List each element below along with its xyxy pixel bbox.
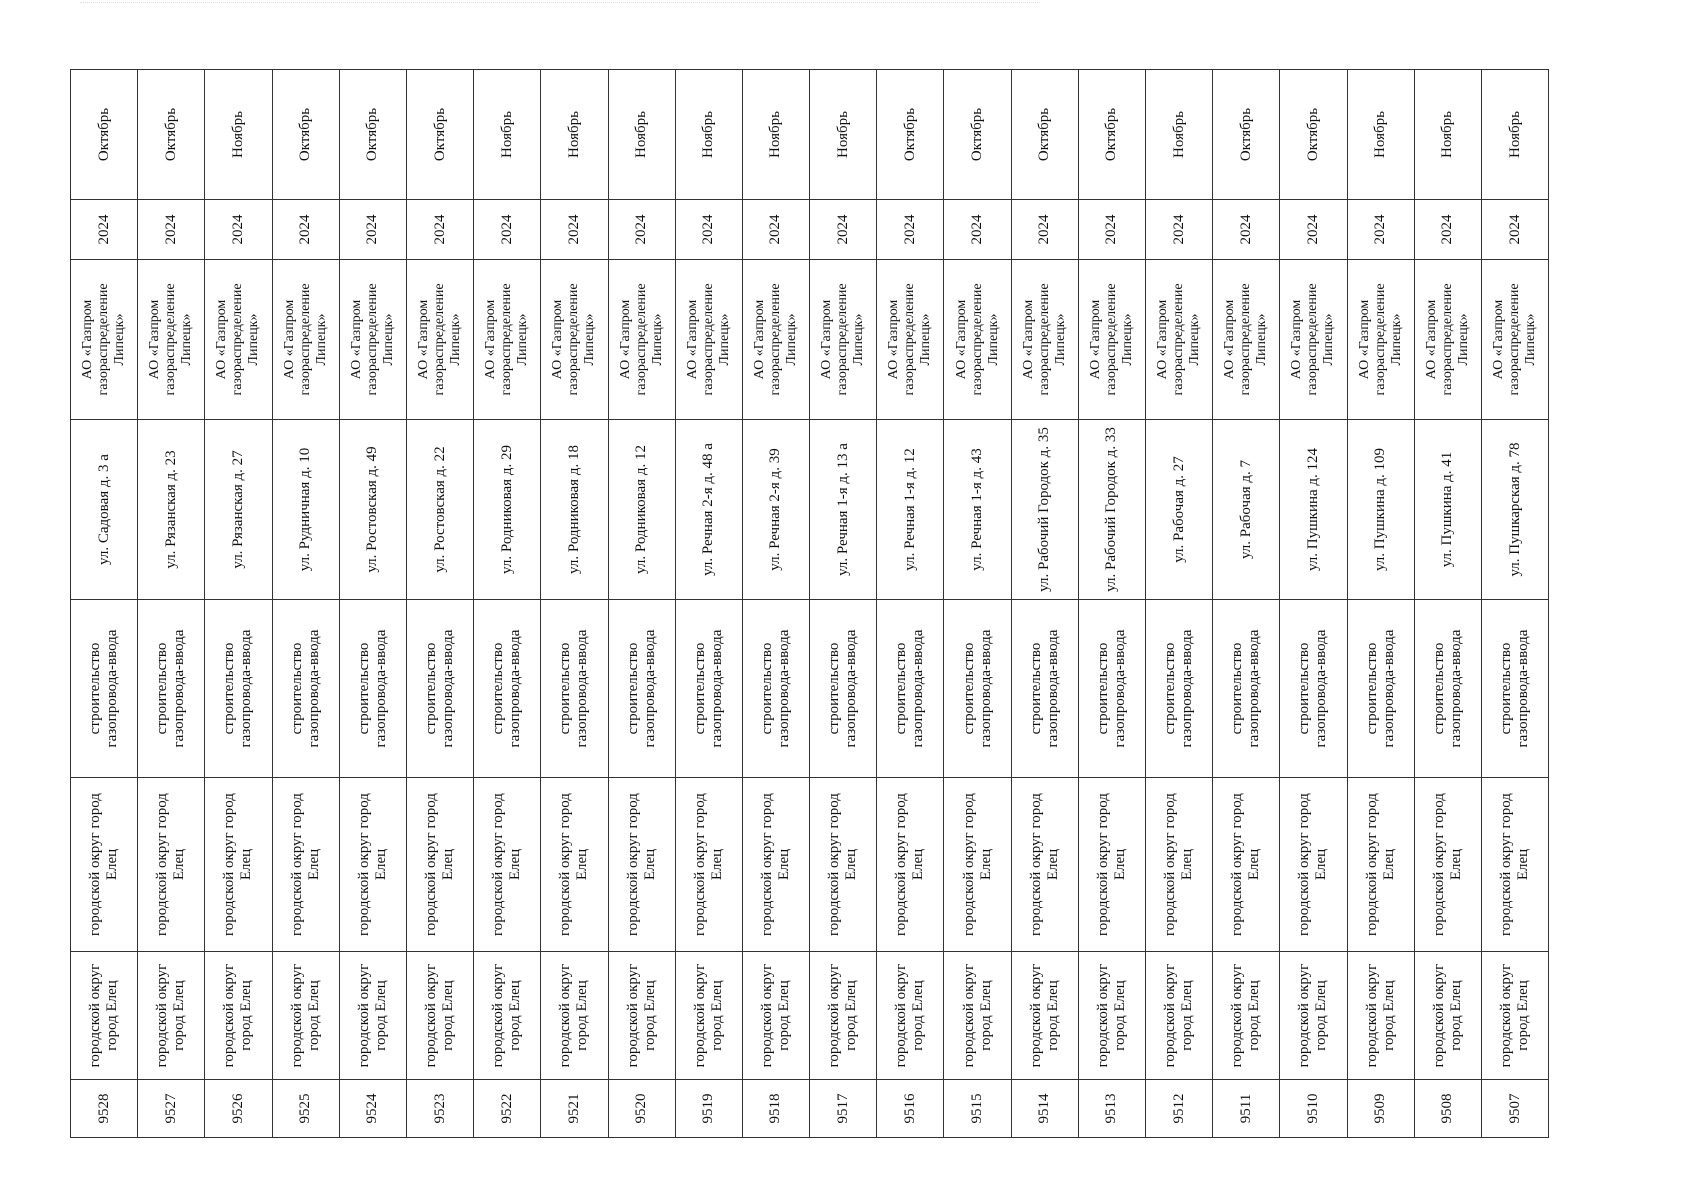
district-cell: городской округ город Елец bbox=[675, 952, 742, 1080]
district-cell: городской округ город Елец bbox=[1078, 952, 1145, 1080]
row-number-cell: 9514 bbox=[1011, 1080, 1078, 1138]
locality-cell: городской округ город Елец bbox=[474, 778, 541, 952]
year-cell: 2024 bbox=[810, 200, 877, 260]
work-type-cell: строительство газопровода-ввода bbox=[1280, 600, 1347, 778]
organization-cell: АО «Газпром газораспределение Липецк» bbox=[1481, 260, 1548, 420]
organization-cell: АО «Газпром газораспределение Липецк» bbox=[205, 260, 272, 420]
address-cell: ул. Речная 2-я д. 39 bbox=[742, 420, 809, 600]
year-cell: 2024 bbox=[608, 200, 675, 260]
month-cell: Октябрь bbox=[1213, 70, 1280, 200]
address-cell: ул. Родниковая д. 18 bbox=[541, 420, 608, 600]
organization-cell: АО «Газпром газораспределение Липецк» bbox=[71, 260, 138, 420]
work-type-cell: строительство газопровода-ввода bbox=[810, 600, 877, 778]
organization-cell: АО «Газпром газораспределение Липецк» bbox=[810, 260, 877, 420]
address-cell: ул. Рудничная д. 10 bbox=[272, 420, 339, 600]
work-type-cell: строительство газопровода-ввода bbox=[541, 600, 608, 778]
month-cell: Ноябрь bbox=[1414, 70, 1481, 200]
rotated-page bbox=[70, 70, 1549, 1138]
row-number-cell: 9526 bbox=[205, 1080, 272, 1138]
year-cell: 2024 bbox=[877, 200, 944, 260]
table-row bbox=[742, 70, 809, 1138]
district-cell: городской округ город Елец bbox=[1146, 952, 1213, 1080]
work-type-cell: строительство газопровода-ввода bbox=[1011, 600, 1078, 778]
table-row bbox=[406, 70, 473, 1138]
district-cell: городской округ город Елец bbox=[272, 952, 339, 1080]
table-row bbox=[1078, 70, 1145, 1138]
address-cell: ул. Речная 1-я д. 13 а bbox=[810, 420, 877, 600]
year-cell: 2024 bbox=[944, 200, 1011, 260]
work-type-cell: строительство газопровода-ввода bbox=[1481, 600, 1548, 778]
year-cell: 2024 bbox=[71, 200, 138, 260]
month-cell: Ноябрь bbox=[608, 70, 675, 200]
locality-cell: городской округ город Елец bbox=[1011, 778, 1078, 952]
work-type-cell: строительство газопровода-ввода bbox=[1347, 600, 1414, 778]
locality-cell: городской округ город Елец bbox=[406, 778, 473, 952]
address-cell: ул. Пушкина д. 124 bbox=[1280, 420, 1347, 600]
row-number-cell: 9521 bbox=[541, 1080, 608, 1138]
address-cell: ул. Речная 1-я д. 12 bbox=[877, 420, 944, 600]
month-cell: Октябрь bbox=[1011, 70, 1078, 200]
district-cell: городской округ город Елец bbox=[877, 952, 944, 1080]
organization-cell: АО «Газпром газораспределение Липецк» bbox=[541, 260, 608, 420]
month-cell: Ноябрь bbox=[474, 70, 541, 200]
work-type-cell: строительство газопровода-ввода bbox=[877, 600, 944, 778]
year-cell: 2024 bbox=[1011, 200, 1078, 260]
month-cell: Ноябрь bbox=[742, 70, 809, 200]
work-type-cell: строительство газопровода-ввода bbox=[71, 600, 138, 778]
work-type-cell: строительство газопровода-ввода bbox=[1146, 600, 1213, 778]
address-cell: ул. Пушкина д. 41 bbox=[1414, 420, 1481, 600]
locality-cell: городской округ город Елец bbox=[877, 778, 944, 952]
table-row bbox=[1011, 70, 1078, 1138]
organization-cell: АО «Газпром газораспределение Липецк» bbox=[272, 260, 339, 420]
table-row bbox=[1414, 70, 1481, 1138]
district-cell: городской округ город Елец bbox=[138, 952, 205, 1080]
month-cell: Ноябрь bbox=[541, 70, 608, 200]
work-type-cell: строительство газопровода-ввода bbox=[742, 600, 809, 778]
district-cell: городской округ город Елец bbox=[1280, 952, 1347, 1080]
address-cell: ул. Пушкина д. 109 bbox=[1347, 420, 1414, 600]
row-number-cell: 9516 bbox=[877, 1080, 944, 1138]
month-cell: Октябрь bbox=[71, 70, 138, 200]
year-cell: 2024 bbox=[138, 200, 205, 260]
organization-cell: АО «Газпром газораспределение Липецк» bbox=[1078, 260, 1145, 420]
locality-cell: городской округ город Елец bbox=[71, 778, 138, 952]
address-cell: ул. Рабочая д. 7 bbox=[1213, 420, 1280, 600]
district-cell: городской округ город Елец bbox=[1011, 952, 1078, 1080]
work-type-cell: строительство газопровода-ввода bbox=[406, 600, 473, 778]
year-cell: 2024 bbox=[474, 200, 541, 260]
month-cell: Октябрь bbox=[877, 70, 944, 200]
organization-cell: АО «Газпром газораспределение Липецк» bbox=[1280, 260, 1347, 420]
month-cell: Ноябрь bbox=[1146, 70, 1213, 200]
year-cell: 2024 bbox=[1078, 200, 1145, 260]
table-row bbox=[205, 70, 272, 1138]
work-type-cell: строительство газопровода-ввода bbox=[138, 600, 205, 778]
table-row bbox=[1280, 70, 1347, 1138]
work-type-cell: строительство газопровода-ввода bbox=[1078, 600, 1145, 778]
district-cell: городской округ город Елец bbox=[810, 952, 877, 1080]
district-cell: городской округ город Елец bbox=[1213, 952, 1280, 1080]
locality-cell: городской округ город Елец bbox=[1078, 778, 1145, 952]
locality-cell: городской округ город Елец bbox=[608, 778, 675, 952]
month-cell: Ноябрь bbox=[810, 70, 877, 200]
locality-cell: городской округ город Елец bbox=[675, 778, 742, 952]
district-cell: городской округ город Елец bbox=[339, 952, 406, 1080]
locality-cell: городской округ город Елец bbox=[1213, 778, 1280, 952]
locality-cell: городской округ город Елец bbox=[944, 778, 1011, 952]
locality-cell: городской округ город Елец bbox=[1280, 778, 1347, 952]
table-row bbox=[71, 70, 138, 1138]
locality-cell: городской округ город Елец bbox=[1347, 778, 1414, 952]
row-number-cell: 9524 bbox=[339, 1080, 406, 1138]
organization-cell: АО «Газпром газораспределение Липецк» bbox=[1414, 260, 1481, 420]
month-cell: Ноябрь bbox=[205, 70, 272, 200]
row-number-cell: 9507 bbox=[1481, 1080, 1548, 1138]
address-cell: ул. Садовая д. 3 а bbox=[71, 420, 138, 600]
address-cell: ул. Рабочий Городок д. 33 bbox=[1078, 420, 1145, 600]
year-cell: 2024 bbox=[1213, 200, 1280, 260]
district-cell: городской округ город Елец bbox=[1414, 952, 1481, 1080]
year-cell: 2024 bbox=[1481, 200, 1548, 260]
address-cell: ул. Родниковая д. 29 bbox=[474, 420, 541, 600]
row-number-cell: 9509 bbox=[1347, 1080, 1414, 1138]
row-number-cell: 9523 bbox=[406, 1080, 473, 1138]
district-cell: городской округ город Елец bbox=[541, 952, 608, 1080]
table-row bbox=[675, 70, 742, 1138]
locality-cell: городской округ город Елец bbox=[541, 778, 608, 952]
locality-cell: городской округ город Елец bbox=[742, 778, 809, 952]
locality-cell: городской округ город Елец bbox=[1414, 778, 1481, 952]
gas-connection-table bbox=[70, 69, 1549, 1138]
address-cell: ул. Рязанская д. 23 bbox=[138, 420, 205, 600]
work-type-cell: строительство газопровода-ввода bbox=[608, 600, 675, 778]
locality-cell: городской округ город Елец bbox=[1146, 778, 1213, 952]
year-cell: 2024 bbox=[675, 200, 742, 260]
year-cell: 2024 bbox=[272, 200, 339, 260]
row-number-cell: 9522 bbox=[474, 1080, 541, 1138]
table-row bbox=[810, 70, 877, 1138]
year-cell: 2024 bbox=[1414, 200, 1481, 260]
table-row bbox=[339, 70, 406, 1138]
table-row bbox=[1146, 70, 1213, 1138]
locality-cell: городской округ город Елец bbox=[339, 778, 406, 952]
organization-cell: АО «Газпром газораспределение Липецк» bbox=[138, 260, 205, 420]
work-type-cell: строительство газопровода-ввода bbox=[944, 600, 1011, 778]
address-cell: ул. Родниковая д. 12 bbox=[608, 420, 675, 600]
district-cell: городской округ город Елец bbox=[406, 952, 473, 1080]
address-cell: ул. Речная 1-я д. 43 bbox=[944, 420, 1011, 600]
year-cell: 2024 bbox=[205, 200, 272, 260]
table-row bbox=[541, 70, 608, 1138]
locality-cell: городской округ город Елец bbox=[272, 778, 339, 952]
organization-cell: АО «Газпром газораспределение Липецк» bbox=[1146, 260, 1213, 420]
year-cell: 2024 bbox=[1146, 200, 1213, 260]
month-cell: Октябрь bbox=[272, 70, 339, 200]
address-cell: ул. Рабочая д. 27 bbox=[1146, 420, 1213, 600]
district-cell: городской округ город Елец bbox=[608, 952, 675, 1080]
row-number-cell: 9513 bbox=[1078, 1080, 1145, 1138]
table-body bbox=[71, 70, 1549, 1138]
table-row bbox=[608, 70, 675, 1138]
organization-cell: АО «Газпром газораспределение Липецк» bbox=[339, 260, 406, 420]
row-number-cell: 9510 bbox=[1280, 1080, 1347, 1138]
year-cell: 2024 bbox=[742, 200, 809, 260]
district-cell: городской округ город Елец bbox=[474, 952, 541, 1080]
district-cell: городской округ город Елец bbox=[1347, 952, 1414, 1080]
organization-cell: АО «Газпром газораспределение Липецк» bbox=[406, 260, 473, 420]
district-cell: городской округ город Елец bbox=[1481, 952, 1548, 1080]
month-cell: Октябрь bbox=[1280, 70, 1347, 200]
month-cell: Октябрь bbox=[406, 70, 473, 200]
work-type-cell: строительство газопровода-ввода bbox=[272, 600, 339, 778]
month-cell: Октябрь bbox=[944, 70, 1011, 200]
table-row bbox=[272, 70, 339, 1138]
year-cell: 2024 bbox=[1347, 200, 1414, 260]
address-cell: ул. Речная 2-я д. 48 а bbox=[675, 420, 742, 600]
address-cell: ул. Ростовская д. 49 bbox=[339, 420, 406, 600]
locality-cell: городской округ город Елец bbox=[138, 778, 205, 952]
month-cell: Октябрь bbox=[339, 70, 406, 200]
table-row bbox=[877, 70, 944, 1138]
work-type-cell: строительство газопровода-ввода bbox=[474, 600, 541, 778]
year-cell: 2024 bbox=[339, 200, 406, 260]
locality-cell: городской округ город Елец bbox=[1481, 778, 1548, 952]
row-number-cell: 9512 bbox=[1146, 1080, 1213, 1138]
organization-cell: АО «Газпром газораспределение Липецк» bbox=[1347, 260, 1414, 420]
table-row bbox=[1347, 70, 1414, 1138]
month-cell: Ноябрь bbox=[1347, 70, 1414, 200]
table-row bbox=[1481, 70, 1548, 1138]
address-cell: ул. Рязанская д. 27 bbox=[205, 420, 272, 600]
organization-cell: АО «Газпром газораспределение Липецк» bbox=[474, 260, 541, 420]
row-number-cell: 9525 bbox=[272, 1080, 339, 1138]
scan-artifact-line bbox=[80, 2, 1040, 13]
month-cell: Ноябрь bbox=[675, 70, 742, 200]
year-cell: 2024 bbox=[406, 200, 473, 260]
month-cell: Октябрь bbox=[1078, 70, 1145, 200]
work-type-cell: строительство газопровода-ввода bbox=[675, 600, 742, 778]
table-row bbox=[1213, 70, 1280, 1138]
row-number-cell: 9515 bbox=[944, 1080, 1011, 1138]
table-row bbox=[474, 70, 541, 1138]
year-cell: 2024 bbox=[1280, 200, 1347, 260]
work-type-cell: строительство газопровода-ввода bbox=[339, 600, 406, 778]
year-cell: 2024 bbox=[541, 200, 608, 260]
organization-cell: АО «Газпром газораспределение Липецк» bbox=[742, 260, 809, 420]
row-number-cell: 9511 bbox=[1213, 1080, 1280, 1138]
district-cell: городской округ город Елец bbox=[742, 952, 809, 1080]
month-cell: Октябрь bbox=[138, 70, 205, 200]
address-cell: ул. Пушкарская д. 78 bbox=[1481, 420, 1548, 600]
table-row bbox=[138, 70, 205, 1138]
district-cell: городской округ город Елец bbox=[71, 952, 138, 1080]
month-cell: Ноябрь bbox=[1481, 70, 1548, 200]
row-number-cell: 9508 bbox=[1414, 1080, 1481, 1138]
organization-cell: АО «Газпром газораспределение Липецк» bbox=[1213, 260, 1280, 420]
row-number-cell: 9528 bbox=[71, 1080, 138, 1138]
work-type-cell: строительство газопровода-ввода bbox=[1213, 600, 1280, 778]
row-number-cell: 9520 bbox=[608, 1080, 675, 1138]
locality-cell: городской округ город Елец bbox=[810, 778, 877, 952]
organization-cell: АО «Газпром газораспределение Липецк» bbox=[608, 260, 675, 420]
organization-cell: АО «Газпром газораспределение Липецк» bbox=[877, 260, 944, 420]
district-cell: городской округ город Елец bbox=[205, 952, 272, 1080]
row-number-cell: 9519 bbox=[675, 1080, 742, 1138]
row-number-cell: 9518 bbox=[742, 1080, 809, 1138]
district-cell: городской округ город Елец bbox=[944, 952, 1011, 1080]
locality-cell: городской округ город Елец bbox=[205, 778, 272, 952]
address-cell: ул. Рабочий Городок д. 35 bbox=[1011, 420, 1078, 600]
organization-cell: АО «Газпром газораспределение Липецк» bbox=[1011, 260, 1078, 420]
organization-cell: АО «Газпром газораспределение Липецк» bbox=[944, 260, 1011, 420]
address-cell: ул. Ростовская д. 22 bbox=[406, 420, 473, 600]
row-number-cell: 9527 bbox=[138, 1080, 205, 1138]
work-type-cell: строительство газопровода-ввода bbox=[205, 600, 272, 778]
organization-cell: АО «Газпром газораспределение Липецк» bbox=[675, 260, 742, 420]
table-row bbox=[944, 70, 1011, 1138]
row-number-cell: 9517 bbox=[810, 1080, 877, 1138]
work-type-cell: строительство газопровода-ввода bbox=[1414, 600, 1481, 778]
